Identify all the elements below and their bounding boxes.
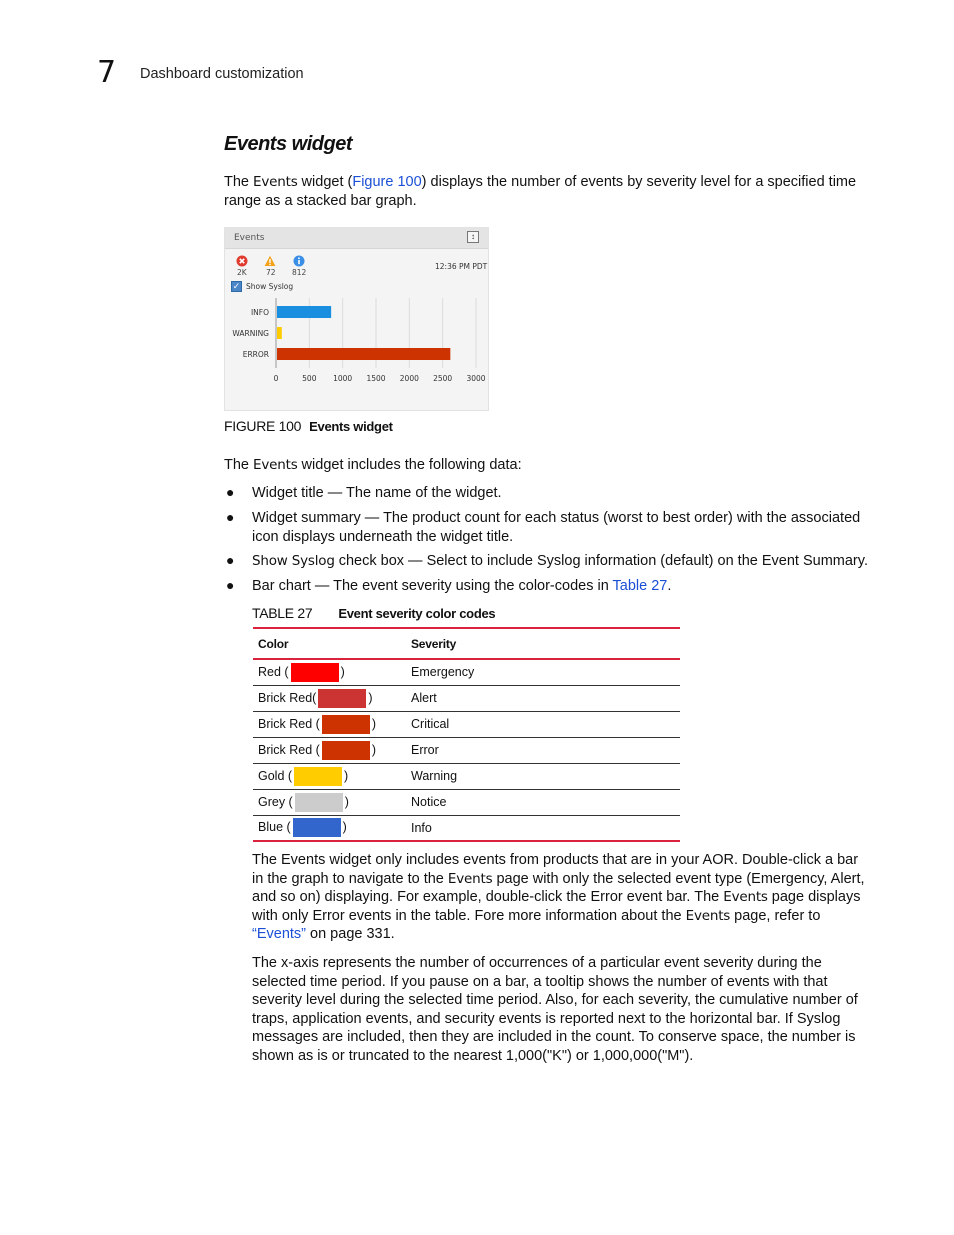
warning-count: 72 xyxy=(266,268,276,277)
severity-cell: Warning xyxy=(406,763,680,789)
table-row xyxy=(253,763,680,789)
bar-warning[interactable] xyxy=(277,327,282,339)
widget-title: Events xyxy=(234,233,265,243)
color-swatch xyxy=(295,793,343,812)
severity-cell: Emergency xyxy=(406,659,680,685)
color-swatch xyxy=(294,767,342,786)
paragraph-text: messages are included, then they are included in the count. To conserve space, the number is xyxy=(252,1029,856,1046)
widget-timestamp: 12:36 PM PDT xyxy=(435,262,488,271)
color-swatch xyxy=(322,741,370,760)
bullet-show-syslog xyxy=(252,552,868,571)
bullet-widget-summary xyxy=(252,509,860,546)
paragraph-text: The x-axis represents the number of occurrences of a particular event severity during the xyxy=(252,955,822,971)
error-count: 2K xyxy=(237,268,247,277)
severity-cell: Info xyxy=(406,815,680,841)
bullet-text: check box — Select to include Syslog information (default) on the Event Summary. xyxy=(334,553,868,569)
events-page-link[interactable]: “Events” xyxy=(252,926,306,943)
paragraph-text: shown as is or truncated to the nearest 1,000("K") or 1,000,000("M"). xyxy=(252,1047,694,1064)
bullet-widget-title: Widget title — The name of the widget. xyxy=(252,485,502,501)
table-27-link[interactable]: Table 27 xyxy=(612,578,668,594)
chapter-number: 7 xyxy=(97,55,117,90)
events-term: Events xyxy=(685,907,731,924)
bullet-marker: ● xyxy=(226,484,235,500)
severity-cell: Critical xyxy=(406,711,680,737)
table-number: TABLE 27 xyxy=(252,605,313,621)
updown-arrows-icon[interactable]: ↕ xyxy=(467,231,479,243)
paragraph-text: with only Error events in the table. Fore more information about the xyxy=(252,907,686,924)
events-term: Events xyxy=(253,174,298,190)
color-close-paren: ) xyxy=(344,768,349,783)
color-swatch xyxy=(318,689,366,708)
color-cell xyxy=(253,815,406,841)
color-cell xyxy=(253,763,406,789)
info-count: 812 xyxy=(292,268,307,277)
category-label: INFO xyxy=(250,308,269,317)
figure-number: FIGURE 100 xyxy=(224,418,302,434)
color-name: Blue ( xyxy=(258,820,291,835)
category-label: WARNING xyxy=(232,329,269,338)
color-close-paren: ) xyxy=(368,690,373,705)
table-caption xyxy=(252,605,495,621)
bullet-text: Widget summary — The product count for each status (worst to best order) with the associated xyxy=(252,510,861,526)
bullet-marker: ● xyxy=(226,509,235,525)
color-close-paren: ) xyxy=(340,664,345,679)
paragraph-text: page, refer to xyxy=(730,907,821,924)
bullet-text: Bar chart — The event severity using the color-codes in xyxy=(252,578,613,594)
x-axis-paragraph xyxy=(252,954,858,1066)
chapter-title: Dashboard customization xyxy=(140,66,304,82)
events-bar-chart xyxy=(225,228,490,412)
show-syslog-label: Show Syslog xyxy=(246,282,294,291)
paragraph-text: selected time period. If you pause on a bar, a tooltip shows the number of events with that xyxy=(252,973,828,990)
color-name: Brick Red ( xyxy=(258,742,320,757)
table-row xyxy=(253,711,680,737)
bullet-marker: ● xyxy=(226,552,235,568)
paragraph-text: page with only the selected event type (Emergency, Alert, xyxy=(492,870,865,887)
color-close-paren: ) xyxy=(371,742,376,757)
paragraph-text: and so on) displaying. For example, double-click the Error event bar. The xyxy=(252,889,724,906)
color-close-paren: ) xyxy=(342,820,347,835)
table-row xyxy=(253,737,680,763)
figure-caption xyxy=(224,418,393,434)
x-tick-label: 500 xyxy=(302,374,317,383)
color-cell xyxy=(253,711,406,737)
paragraph-text: traps, application events, and security events is reported next to the horizontal bar. If Syslog xyxy=(252,1010,841,1027)
show-syslog-term: Show Syslog xyxy=(252,553,335,569)
includes-text: The xyxy=(224,457,254,473)
table-row xyxy=(253,815,680,841)
severity-cell: Error xyxy=(406,737,680,763)
figure-title: Events widget xyxy=(309,419,393,434)
x-tick-label: 0 xyxy=(273,374,279,383)
color-cell xyxy=(253,789,406,815)
table-header-row xyxy=(253,628,680,659)
intro-text: ) displays the number of events by severity level for a specified time xyxy=(421,174,857,190)
section-heading: Events widget xyxy=(224,133,352,155)
color-cell xyxy=(253,737,406,763)
events-term: Events xyxy=(253,457,298,473)
x-tick-label: 1500 xyxy=(366,374,386,383)
severity-color-table xyxy=(253,627,680,842)
table-row xyxy=(253,789,680,815)
x-tick-label: 2500 xyxy=(433,374,453,383)
severity-cell: Alert xyxy=(406,685,680,711)
intro-text: widget ( xyxy=(297,174,353,190)
severity-cell: Notice xyxy=(406,789,680,815)
table-title: Event severity color codes xyxy=(338,606,496,621)
intro-text: range as a stacked bar graph. xyxy=(224,192,417,209)
bullet-text: icon displays underneath the widget title. xyxy=(252,528,514,545)
color-close-paren: ) xyxy=(371,716,376,731)
events-term: Events xyxy=(447,870,493,887)
color-name: Gold ( xyxy=(258,768,293,783)
color-name: Brick Red( xyxy=(258,690,317,705)
severity-column-header: Severity xyxy=(406,628,680,659)
category-label: ERROR xyxy=(242,350,269,359)
bar-info[interactable] xyxy=(277,306,331,318)
table-row xyxy=(253,659,680,685)
bullet-marker: ● xyxy=(226,577,235,593)
intro-paragraph xyxy=(224,173,856,210)
table-row xyxy=(253,685,680,711)
intro-text: The xyxy=(224,174,254,190)
show-syslog-checkbox[interactable]: ✓ xyxy=(232,281,241,291)
figure-100-link[interactable]: Figure 100 xyxy=(352,174,422,190)
color-column-header: Color xyxy=(253,628,406,659)
color-name: Red ( xyxy=(258,664,289,679)
color-close-paren: ) xyxy=(344,794,349,809)
color-name: Grey ( xyxy=(258,794,293,809)
color-cell xyxy=(253,659,406,685)
x-tick-label: 1000 xyxy=(333,374,353,383)
paragraph-text: in the graph to navigate to the xyxy=(252,870,448,887)
bullet-bar-chart xyxy=(252,577,671,596)
paragraph-text: The Events widget only includes events from products that are in your AOR. Double-click a bar xyxy=(252,852,859,868)
color-swatch xyxy=(293,818,341,837)
paragraph-text: on page 331. xyxy=(306,926,395,943)
bullet-text: . xyxy=(667,578,672,594)
includes-paragraph xyxy=(224,456,522,475)
color-name: Brick Red ( xyxy=(258,716,320,731)
events-term: Events xyxy=(723,889,768,906)
events-widget-figure xyxy=(224,227,489,411)
color-swatch xyxy=(291,663,339,682)
navigation-paragraph xyxy=(252,851,865,944)
x-tick-label: 2000 xyxy=(399,374,419,383)
color-swatch xyxy=(322,715,370,734)
color-cell xyxy=(253,685,406,711)
x-tick-label: 3000 xyxy=(466,374,486,383)
paragraph-text: severity level during the selected time period. Also, for each severity, the cumulative number of xyxy=(252,992,858,1009)
includes-text: widget includes the following data: xyxy=(297,457,522,473)
paragraph-text: page displays xyxy=(767,889,861,906)
bar-error[interactable] xyxy=(277,348,450,360)
